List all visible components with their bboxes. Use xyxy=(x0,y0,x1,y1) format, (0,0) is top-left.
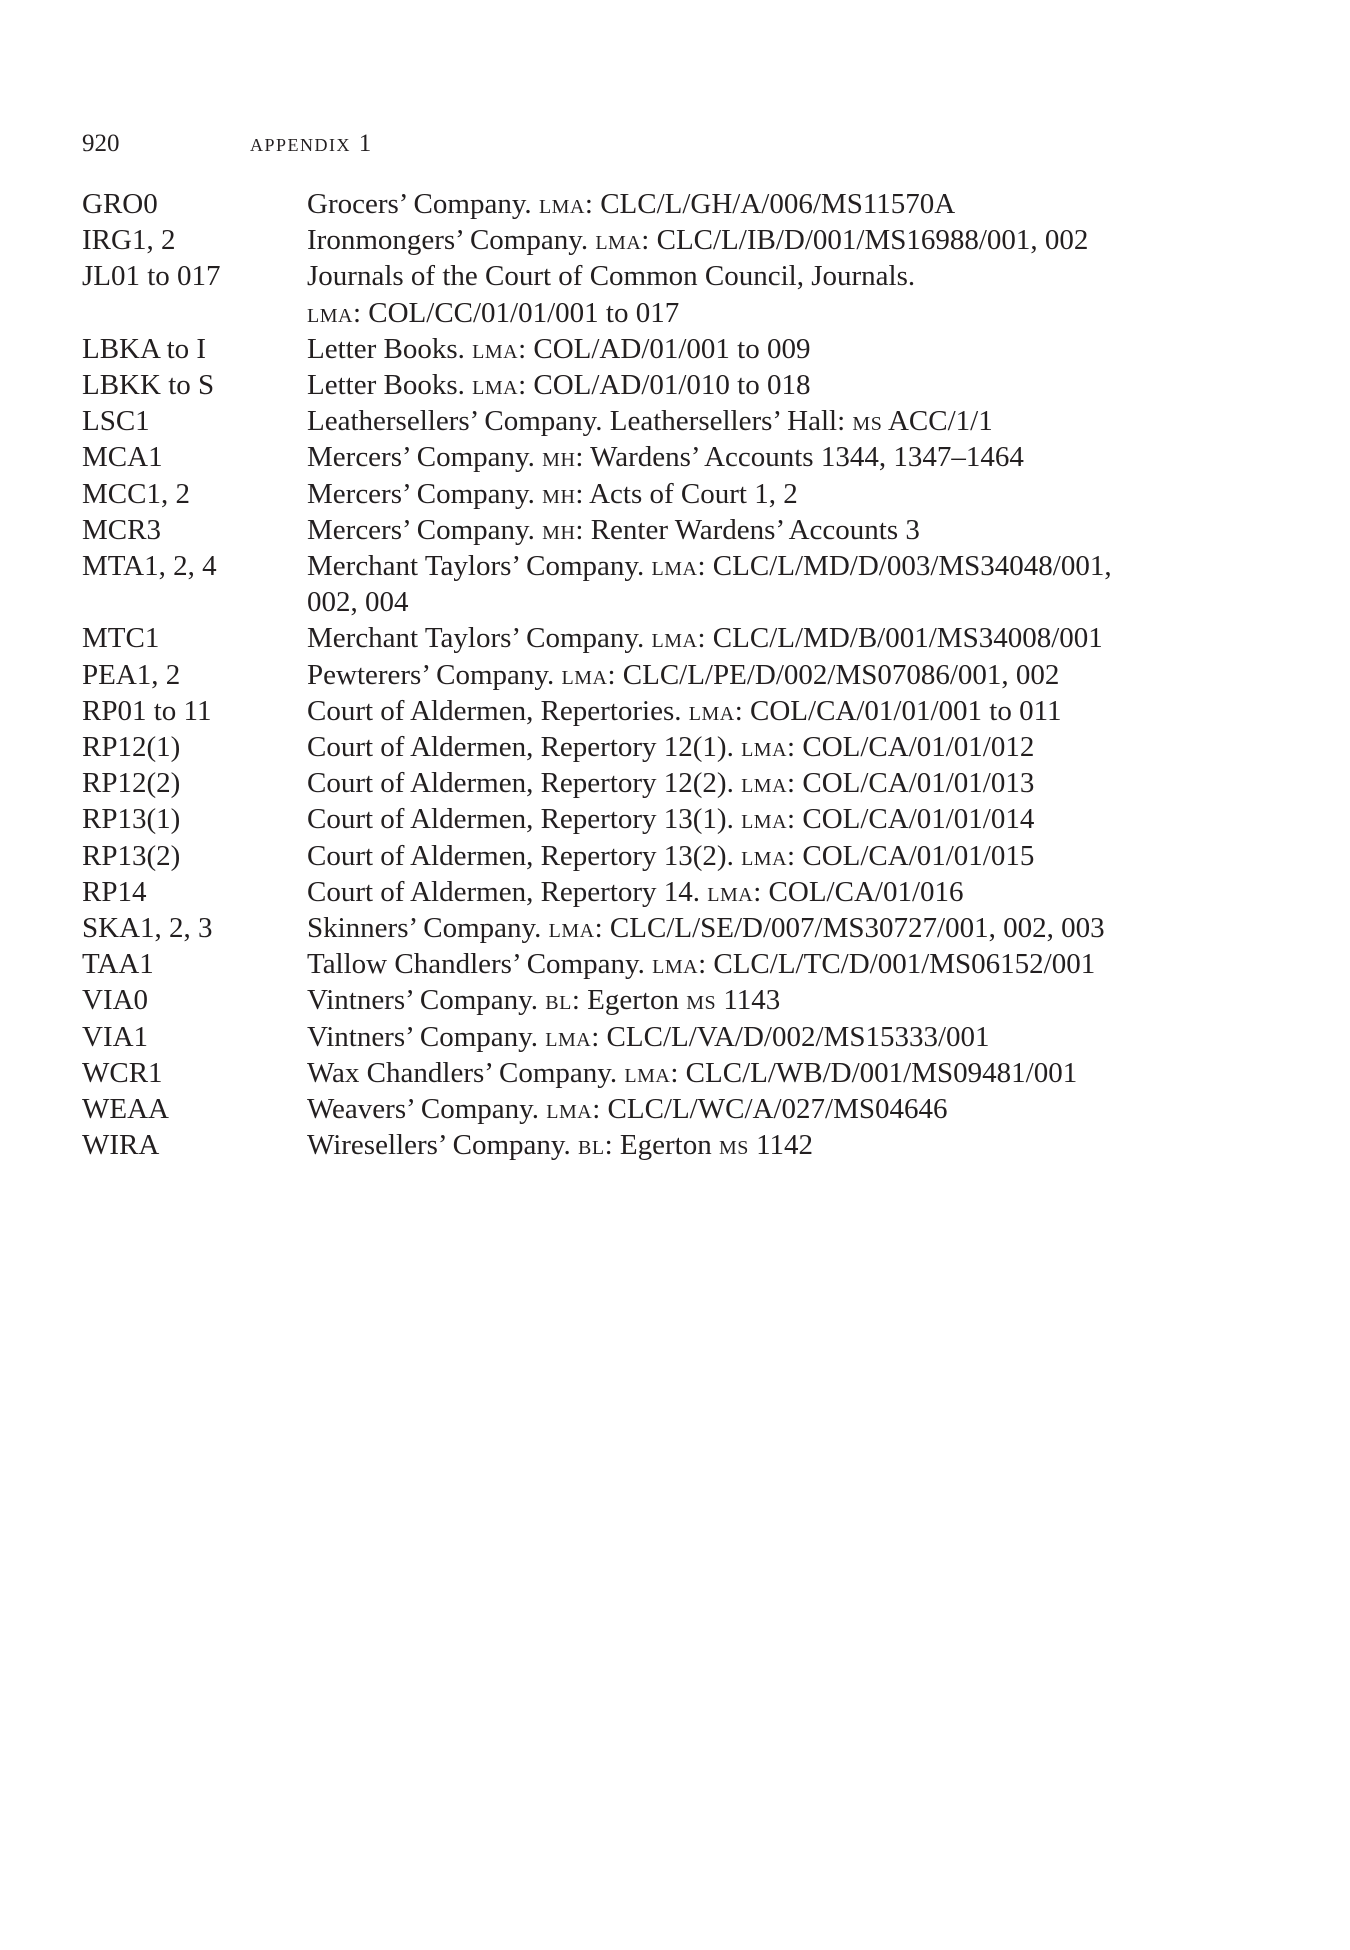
description-line xyxy=(307,657,1282,693)
description-text: : CLC/L/PE/D/002/MS07086/001, 002 xyxy=(607,658,1060,691)
abbreviation-description xyxy=(307,476,1282,512)
description-text: : CLC/L/MD/B/001/MS34008/001 xyxy=(697,622,1103,655)
archive-abbreviation: mh xyxy=(542,441,576,474)
abbreviation-code: RP12(1) xyxy=(82,731,181,764)
abbreviation-description xyxy=(307,548,1282,620)
list-item xyxy=(82,186,1282,222)
abbreviation-code: JL01 to 017 xyxy=(82,260,221,293)
page-number: 920 xyxy=(82,130,120,157)
abbreviation-code: VIA1 xyxy=(82,1020,149,1053)
description-line xyxy=(307,765,1282,801)
description-line xyxy=(307,1127,1282,1163)
list-item xyxy=(82,693,1282,729)
archive-abbreviation: lma xyxy=(538,188,585,220)
list-item xyxy=(82,874,1282,910)
description-line xyxy=(307,258,1282,294)
description-text: : CLC/L/WC/A/027/MS04646 xyxy=(592,1093,948,1126)
abbreviation-code: MCR3 xyxy=(82,513,161,546)
archive-abbreviation: lma xyxy=(548,912,595,945)
description-text: : COL/CA/01/01/014 xyxy=(787,803,1035,836)
abbreviation-code: MTA1, 2, 4 xyxy=(82,550,217,583)
list-item xyxy=(82,403,1282,439)
running-head xyxy=(82,126,373,162)
description-line xyxy=(307,1055,1282,1091)
list-item xyxy=(82,331,1282,367)
archive-abbreviation: ms xyxy=(718,1129,749,1162)
description-text: Pewterers’ Company. xyxy=(307,658,562,691)
description-line xyxy=(307,295,1282,331)
abbreviation-description xyxy=(307,222,1282,258)
description-text: : Egerton xyxy=(604,1129,719,1162)
list-item xyxy=(82,512,1282,548)
description-text: Court of Aldermen, Repertory 12(2). xyxy=(307,767,742,800)
abbreviation-code: GRO0 xyxy=(82,188,158,220)
abbreviation-code: RP12(2) xyxy=(82,767,181,800)
description-text: : CLC/L/TC/D/001/MS06152/001 xyxy=(698,948,1096,981)
description-line xyxy=(307,403,1282,439)
description-line xyxy=(307,439,1282,475)
description-text: : Acts of Court 1, 2 xyxy=(575,477,798,510)
abbreviation-code: LBKK to S xyxy=(82,369,215,402)
description-text: Grocers’ Company. xyxy=(307,188,539,220)
description-text: Mercers’ Company. xyxy=(307,441,543,474)
description-text: : COL/AD/01/001 to 009 xyxy=(518,332,811,365)
archive-abbreviation: lma xyxy=(472,369,519,402)
archive-abbreviation: ms xyxy=(852,405,883,438)
description-text: : COL/CA/01/01/001 to 011 xyxy=(734,694,1062,727)
archive-abbreviation: lma xyxy=(707,875,754,908)
description-text: : CLC/L/MD/D/003/MS34048/001, xyxy=(697,550,1112,583)
abbreviation-description xyxy=(307,1091,1282,1127)
abbreviation-description xyxy=(307,693,1282,729)
archive-abbreviation: mh xyxy=(542,477,576,510)
description-text: : COL/CA/01/016 xyxy=(753,875,964,908)
archive-abbreviation: mh xyxy=(542,513,576,546)
abbreviation-description xyxy=(307,186,1282,222)
abbreviation-description xyxy=(307,367,1282,403)
abbreviation-description xyxy=(307,1127,1282,1163)
description-text: Merchant Taylors’ Company. xyxy=(307,550,652,583)
abbreviation-description xyxy=(307,439,1282,475)
description-text: Letter Books. xyxy=(307,332,473,365)
description-line xyxy=(307,512,1282,548)
list-item xyxy=(82,801,1282,837)
description-text: Journals of the Court of Common Council, Journals. xyxy=(307,260,916,293)
list-item xyxy=(82,258,1282,330)
archive-abbreviation: lma xyxy=(688,694,735,727)
description-line xyxy=(307,910,1282,946)
description-text: Court of Aldermen, Repertory 13(2). xyxy=(307,839,742,872)
list-item xyxy=(82,548,1282,620)
description-line xyxy=(307,729,1282,765)
list-item xyxy=(82,729,1282,765)
archive-abbreviation: lma xyxy=(624,1056,671,1089)
description-line xyxy=(307,584,1282,620)
description-text: Wax Chandlers’ Company. xyxy=(307,1056,625,1089)
description-text: Skinners’ Company. xyxy=(307,912,549,945)
abbreviation-code: WCR1 xyxy=(82,1056,163,1089)
archive-abbreviation: lma xyxy=(595,224,642,257)
description-text: Leathersellers’ Company. Leathersellers’ Hall: xyxy=(307,405,853,438)
abbreviation-code: MCC1, 2 xyxy=(82,477,190,510)
description-text: 1142 xyxy=(748,1129,814,1162)
abbreviation-description xyxy=(307,1019,1282,1055)
description-text: : COL/CA/01/01/012 xyxy=(787,731,1035,764)
description-line xyxy=(307,1019,1282,1055)
archive-abbreviation: lma xyxy=(545,1020,592,1053)
description-line xyxy=(307,620,1282,656)
list-item xyxy=(82,765,1282,801)
abbreviation-code: WEAA xyxy=(82,1093,169,1126)
archive-abbreviation: lma xyxy=(561,658,608,691)
abbreviation-code: VIA0 xyxy=(82,984,149,1017)
description-line xyxy=(307,222,1282,258)
list-item xyxy=(82,1091,1282,1127)
abbreviation-code: RP13(2) xyxy=(82,839,181,872)
abbreviation-code: MCA1 xyxy=(82,441,163,474)
list-item xyxy=(82,982,1282,1018)
abbreviation-description xyxy=(307,403,1282,439)
description-line xyxy=(307,1091,1282,1127)
description-text: ACC/1/1 xyxy=(882,405,993,438)
description-line xyxy=(307,476,1282,512)
running-head-title: appendix 1 xyxy=(250,130,373,157)
abbreviation-code: RP13(1) xyxy=(82,803,181,836)
description-line xyxy=(307,331,1282,367)
list-item xyxy=(82,620,1282,656)
archive-abbreviation: lma xyxy=(741,803,788,836)
description-text: Vintners’ Company. xyxy=(307,984,546,1017)
list-item xyxy=(82,1127,1282,1163)
list-item xyxy=(82,1019,1282,1055)
abbreviation-description xyxy=(307,620,1282,656)
description-text: Court of Aldermen, Repertory 13(1). xyxy=(307,803,742,836)
description-text: : CLC/L/SE/D/007/MS30727/001, 002, 003 xyxy=(594,912,1105,945)
description-text: : Egerton xyxy=(571,984,687,1017)
list-item xyxy=(82,222,1282,258)
abbreviation-description xyxy=(307,838,1282,874)
description-text: Mercers’ Company. xyxy=(307,477,543,510)
abbreviation-code: LSC1 xyxy=(82,405,150,438)
description-text: : Wardens’ Accounts 1344, 1347–1464 xyxy=(575,441,1024,474)
description-text: Court of Aldermen, Repertory 12(1). xyxy=(307,731,742,764)
archive-abbreviation: lma xyxy=(546,1093,593,1126)
archive-abbreviation: lma xyxy=(472,332,519,365)
description-text: : CLC/L/WB/D/001/MS09481/001 xyxy=(670,1056,1078,1089)
description-line xyxy=(307,801,1282,837)
description-line xyxy=(307,186,1282,222)
description-line xyxy=(307,548,1282,584)
description-text: Court of Aldermen, Repertory 14. xyxy=(307,875,708,908)
description-text: Letter Books. xyxy=(307,369,473,402)
abbreviation-description xyxy=(307,331,1282,367)
abbreviation-code: RP01 to 11 xyxy=(82,694,212,727)
description-text: : COL/CA/01/01/013 xyxy=(787,767,1035,800)
description-text: : CLC/L/IB/D/001/MS16988/001, 002 xyxy=(641,224,1089,257)
abbreviation-description xyxy=(307,657,1282,693)
abbreviation-description xyxy=(307,512,1282,548)
description-text: Court of Aldermen, Repertories. xyxy=(307,694,689,727)
list-item xyxy=(82,439,1282,475)
description-text: : Renter Wardens’ Accounts 3 xyxy=(575,513,920,546)
description-text: : COL/CC/01/01/001 to 017 xyxy=(352,296,680,329)
description-text: : CLC/L/GH/A/006/MS11570A xyxy=(584,188,956,220)
list-item xyxy=(82,657,1282,693)
archive-abbreviation: lma xyxy=(651,550,698,583)
description-line xyxy=(307,693,1282,729)
archive-abbreviation: lma xyxy=(651,622,698,655)
archive-abbreviation: lma xyxy=(741,839,788,872)
archive-abbreviation: bl xyxy=(545,984,572,1017)
list-item xyxy=(82,367,1282,403)
abbreviation-code: SKA1, 2, 3 xyxy=(82,912,213,945)
description-text: Tallow Chandlers’ Company. xyxy=(307,948,653,981)
list-item xyxy=(82,946,1282,982)
description-text: : COL/CA/01/01/015 xyxy=(787,839,1035,872)
description-text: Vintners’ Company. xyxy=(307,1020,546,1053)
abbreviation-description xyxy=(307,801,1282,837)
description-text: : CLC/L/VA/D/002/MS15333/001 xyxy=(591,1020,990,1053)
description-line xyxy=(307,982,1282,1018)
abbreviation-code: RP14 xyxy=(82,875,147,908)
description-line xyxy=(307,838,1282,874)
abbreviation-description xyxy=(307,946,1282,982)
abbreviation-code: TAA1 xyxy=(82,948,154,981)
archive-abbreviation: bl xyxy=(578,1129,605,1162)
description-line xyxy=(307,946,1282,982)
archive-abbreviation: lma xyxy=(307,296,353,329)
abbreviation-description xyxy=(307,910,1282,946)
list-item xyxy=(82,1055,1282,1091)
description-text: Merchant Taylors’ Company. xyxy=(307,622,652,655)
list-item xyxy=(82,838,1282,874)
archive-abbreviation: ms xyxy=(686,984,717,1017)
abbreviation-description xyxy=(307,874,1282,910)
abbreviation-description xyxy=(307,1055,1282,1091)
description-text: 002, 004 xyxy=(307,586,409,619)
description-line xyxy=(307,874,1282,910)
list-item xyxy=(82,910,1282,946)
abbreviation-code: WIRA xyxy=(82,1129,160,1162)
abbreviation-code: PEA1, 2 xyxy=(82,658,181,691)
description-text: : COL/AD/01/010 to 018 xyxy=(518,369,811,402)
abbreviation-code: IRG1, 2 xyxy=(82,224,176,257)
archive-abbreviation: lma xyxy=(741,767,788,800)
abbreviation-description xyxy=(307,982,1282,1018)
abbreviation-list xyxy=(82,186,1282,1163)
description-text: Ironmongers’ Company. xyxy=(307,224,596,257)
list-item xyxy=(82,476,1282,512)
description-text: Wiresellers’ Company. xyxy=(307,1129,579,1162)
abbreviation-description xyxy=(307,765,1282,801)
abbreviation-description xyxy=(307,729,1282,765)
description-text: 1143 xyxy=(716,984,781,1017)
abbreviation-code: MTC1 xyxy=(82,622,160,655)
description-line xyxy=(307,367,1282,403)
abbreviation-description xyxy=(307,258,1282,330)
description-text: Mercers’ Company. xyxy=(307,513,543,546)
description-text: Weavers’ Company. xyxy=(307,1093,547,1126)
archive-abbreviation: lma xyxy=(652,948,699,981)
archive-abbreviation: lma xyxy=(741,731,788,764)
abbreviation-code: LBKA to I xyxy=(82,332,207,365)
